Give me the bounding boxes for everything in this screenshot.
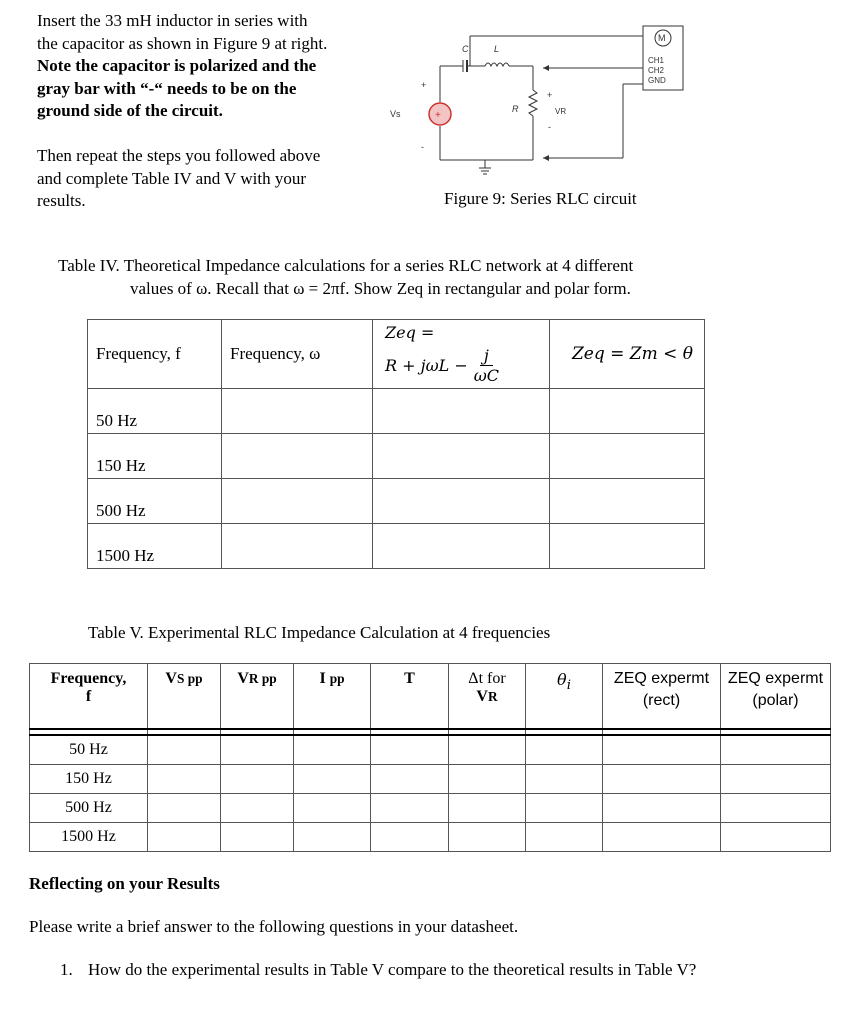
input-cell[interactable]: [221, 794, 294, 823]
header-dt-line2: [449, 688, 525, 706]
fraction-numerator: j: [480, 346, 493, 366]
intro-bold-line: ground side of the circuit.: [37, 101, 223, 120]
header-frequency: [30, 664, 148, 730]
header-zeq-polar: Zeq = Zm < θ: [550, 320, 705, 389]
row-frequency: 1500 Hz: [88, 524, 222, 569]
input-cell[interactable]: [449, 735, 526, 765]
input-cell[interactable]: [373, 434, 550, 479]
input-cell[interactable]: [148, 823, 221, 852]
row-frequency: 50 Hz: [88, 389, 222, 434]
input-cell[interactable]: [148, 794, 221, 823]
input-cell[interactable]: [526, 794, 603, 823]
input-cell[interactable]: [550, 524, 705, 569]
input-cell[interactable]: [221, 765, 294, 794]
figure-caption: Figure 9: Series RLC circuit: [444, 189, 637, 208]
header-zeq-rect-line1: ZEQ expermt: [613, 670, 710, 687]
table-row: [88, 389, 705, 434]
instruction-line: and complete Table IV and V with your: [37, 168, 307, 188]
input-cell[interactable]: [550, 434, 705, 479]
instruction-line: Then repeat the steps you followed above: [37, 146, 321, 165]
zeq-rect-formula: [385, 346, 549, 385]
input-cell[interactable]: [603, 765, 721, 794]
input-cell[interactable]: [603, 823, 721, 852]
header-frequency-f: Frequency, f: [88, 320, 222, 389]
resistor-label: R: [512, 104, 519, 114]
instruction-line: results.: [37, 191, 86, 210]
header-zeq-rect: [603, 664, 721, 730]
input-cell[interactable]: [373, 389, 550, 434]
table-row: [88, 434, 705, 479]
header-dt-subscript: R: [487, 689, 498, 704]
input-cell[interactable]: [526, 765, 603, 794]
input-cell[interactable]: [603, 735, 721, 765]
vr-minus-label: -: [548, 122, 551, 132]
input-cell[interactable]: [222, 389, 373, 434]
scope-gnd-label: GND: [648, 76, 666, 85]
probe-arrow: [543, 65, 549, 71]
input-cell[interactable]: [221, 735, 294, 765]
input-cell[interactable]: [222, 524, 373, 569]
row-frequency: 500 Hz: [30, 794, 148, 823]
header-dt-line1: [449, 670, 525, 688]
input-cell[interactable]: [526, 735, 603, 765]
input-cell[interactable]: [294, 823, 371, 852]
header-zeq-rect-line2: (rect): [642, 692, 681, 709]
input-cell[interactable]: [526, 823, 603, 852]
intro-bold-line: Note the capacitor is polarized and the: [37, 56, 317, 75]
header-i-pp: [294, 664, 371, 730]
header-vr-pp: [221, 664, 294, 730]
table-row: [30, 794, 831, 823]
header-dt: [449, 664, 526, 730]
reflect-instructions: Please write a brief answer to the following questions in your datasheet.: [29, 917, 519, 936]
oscilloscope-icon-letter: M: [658, 33, 666, 43]
header-zeq-polar: [721, 664, 831, 730]
table-row: [30, 735, 831, 765]
fraction-denominator: ωC: [473, 366, 500, 385]
inductor-label: L: [494, 44, 500, 54]
input-cell[interactable]: [550, 479, 705, 524]
header-zeq-polar-line1: ZEQ expermt: [727, 670, 824, 687]
header-vr-subscript: R pp: [248, 671, 277, 686]
row-frequency: 150 Hz: [30, 765, 148, 794]
table5-caption: Table V. Experimental RLC Impedance Calculation at 4 frequencies: [88, 623, 551, 642]
header-theta: [526, 664, 603, 730]
input-cell[interactable]: [222, 434, 373, 479]
header-frequency-line1: Frequency,: [50, 670, 127, 687]
vr-label: VR: [555, 107, 567, 116]
row-frequency: 1500 Hz: [30, 823, 148, 852]
row-frequency: 150 Hz: [88, 434, 222, 479]
input-cell[interactable]: [373, 479, 550, 524]
header-dt-symbol: V: [476, 688, 488, 705]
vr-plus-label: +: [547, 90, 553, 100]
intro-line: the capacitor as shown in Figure 9 at right.: [37, 33, 328, 53]
input-cell[interactable]: [449, 823, 526, 852]
header-vs-pp: [148, 664, 221, 730]
input-cell[interactable]: [222, 479, 373, 524]
table-row: [30, 823, 831, 852]
vs-label: Vs: [390, 109, 401, 119]
intro-bold-line: gray bar with “-“ needs to be on the: [37, 78, 297, 98]
input-cell[interactable]: [148, 735, 221, 765]
header-t: T: [371, 664, 449, 730]
input-cell[interactable]: [371, 794, 449, 823]
input-cell[interactable]: [721, 794, 831, 823]
input-cell[interactable]: [371, 765, 449, 794]
table4-caption: [58, 254, 758, 300]
input-cell[interactable]: [449, 794, 526, 823]
input-cell[interactable]: [371, 735, 449, 765]
input-cell[interactable]: [294, 765, 371, 794]
zeq-rect-fraction: [474, 346, 499, 385]
table4-caption-line: values of ω. Recall that ω = 2πf. Show Zeq in rectangular and polar form.: [130, 279, 631, 298]
table-row: [88, 479, 705, 524]
header-zeq-polar-line2: (polar): [752, 692, 799, 709]
header-vs-symbol: V: [165, 670, 177, 687]
input-cell[interactable]: [603, 794, 721, 823]
header-i-symbol: I: [319, 670, 326, 687]
table5-header-row: [30, 664, 831, 730]
input-cell[interactable]: [721, 765, 831, 794]
input-cell[interactable]: [721, 735, 831, 765]
intro-text: [37, 10, 387, 123]
header-frequency-w: Frequency, ω: [222, 320, 373, 389]
header-vr-symbol: V: [237, 670, 249, 687]
header-dt-text: Δt for: [468, 670, 506, 687]
scope-ch2-label: CH2: [648, 66, 665, 75]
source-plus-sign: +: [435, 110, 441, 121]
input-cell[interactable]: [449, 765, 526, 794]
zeq-rect-expr: R + jωL −: [385, 356, 468, 375]
table-row: [88, 524, 705, 569]
input-cell[interactable]: [373, 524, 550, 569]
reflect-title: Reflecting on your Results: [29, 874, 220, 893]
scope-ch1-label: CH1: [648, 56, 665, 65]
input-cell[interactable]: [294, 735, 371, 765]
intro-line: Insert the 33 mH inductor in series with: [37, 11, 308, 30]
header-zeq-rect: [373, 320, 550, 389]
header-vs-subscript: S pp: [176, 671, 203, 686]
row-frequency: 500 Hz: [88, 479, 222, 524]
header-theta-symbol: θ: [557, 670, 567, 689]
header-theta-subscript: i: [566, 678, 571, 694]
input-cell[interactable]: [721, 823, 831, 852]
question-number: 1.: [60, 960, 73, 979]
table5: [29, 663, 831, 852]
input-cell[interactable]: [550, 389, 705, 434]
instruction-text: [37, 145, 377, 213]
header-i-subscript: pp: [329, 671, 345, 686]
input-cell[interactable]: [148, 765, 221, 794]
probe-arrow: [543, 155, 549, 161]
rlc-circuit-diagram: [385, 22, 705, 182]
table4-caption-line: Table IV. Theoretical Impedance calculations for a series RLC network at 4 different: [58, 256, 634, 275]
row-frequency: 50 Hz: [30, 735, 148, 765]
input-cell[interactable]: [371, 823, 449, 852]
question-text: How do the experimental results in Table V compare to the theoretical results in Table V?: [88, 960, 697, 979]
table4: [87, 319, 705, 569]
vs-minus-label: -: [421, 142, 424, 152]
input-cell[interactable]: [221, 823, 294, 852]
input-cell[interactable]: [294, 794, 371, 823]
table4-header-row: [88, 320, 705, 389]
header-frequency-line2: f: [85, 688, 92, 705]
vs-plus-label: +: [421, 80, 427, 90]
table-row: [30, 765, 831, 794]
capacitor-label: C: [462, 44, 469, 54]
zeq-rect-top: Zeq =: [385, 323, 435, 342]
